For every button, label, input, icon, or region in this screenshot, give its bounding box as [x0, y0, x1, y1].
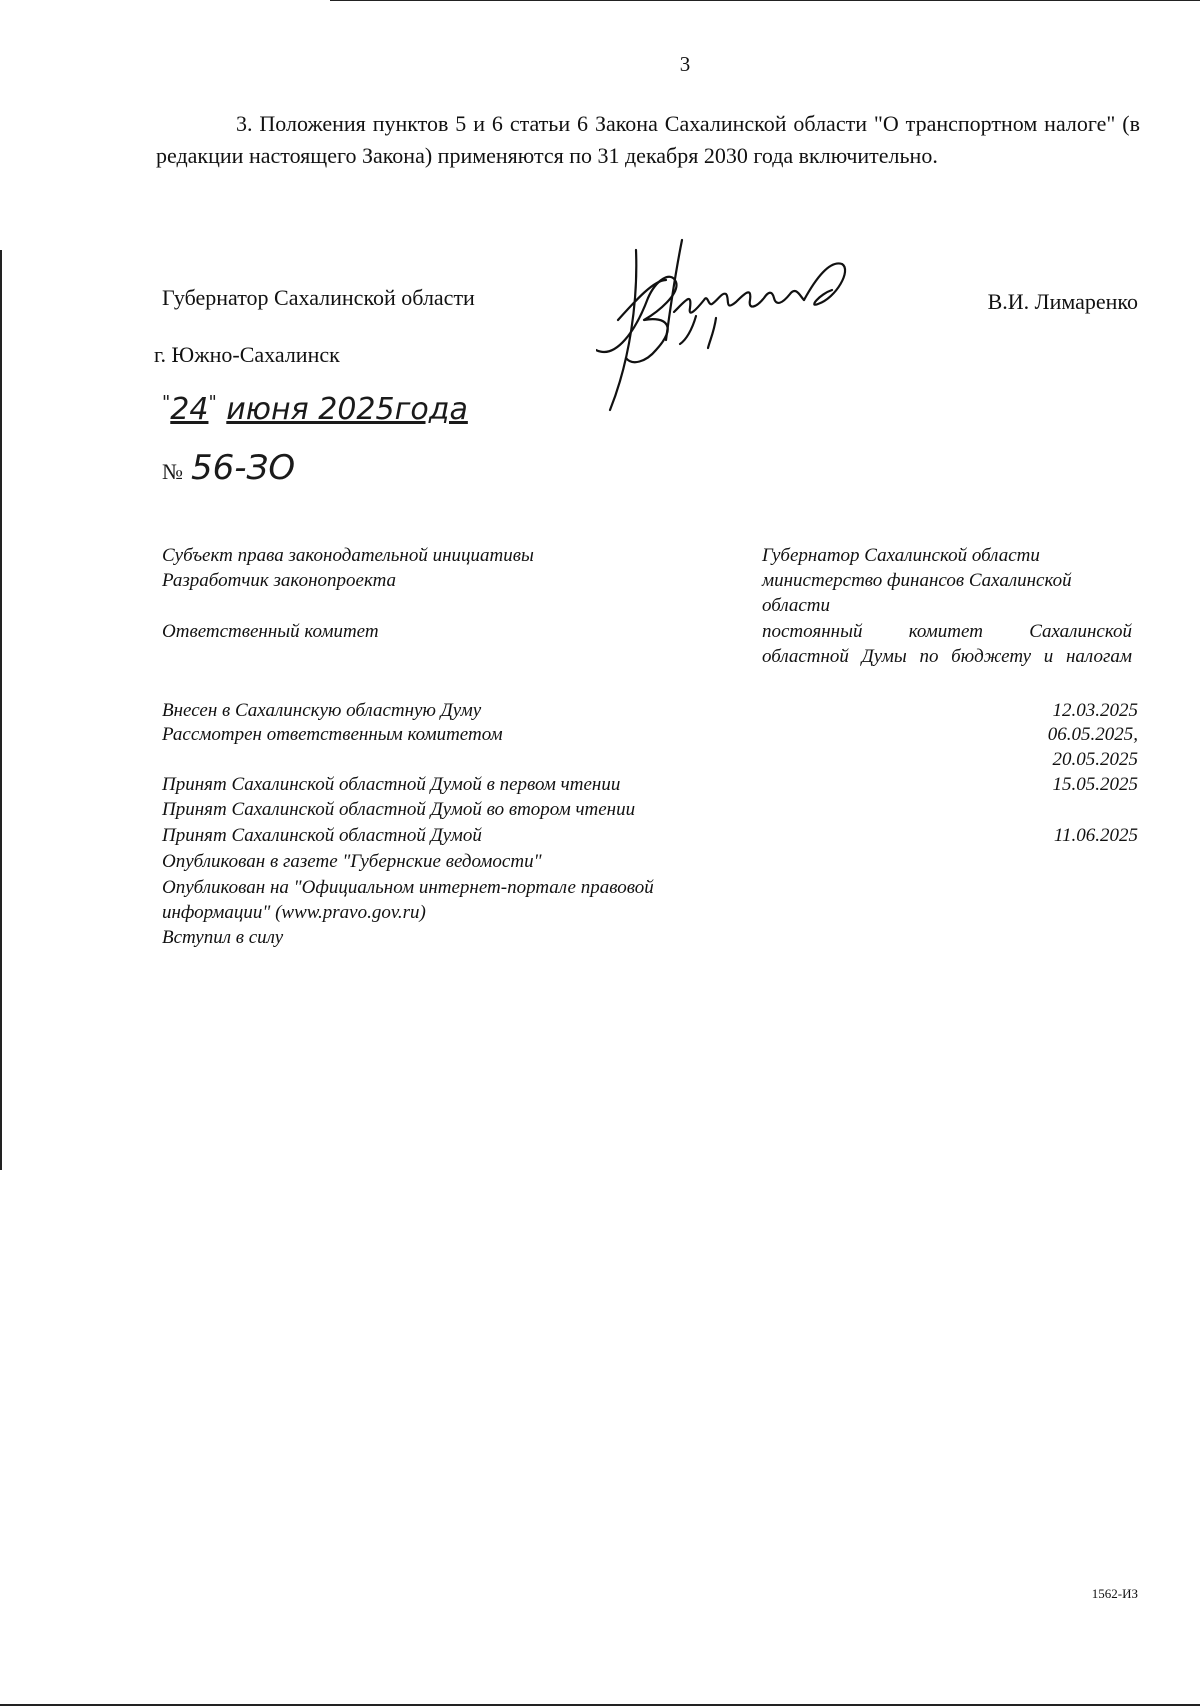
- number-value: 56-ЗО: [191, 448, 296, 488]
- scan-left-border: [0, 250, 2, 1170]
- reviewed-date-2: 20.05.2025: [1052, 749, 1138, 770]
- committee-value: постоянный комитет Сахалинской областной Думы по бюджету и налогам: [762, 621, 1132, 667]
- governor-name: В.И. Лимаренко: [987, 289, 1138, 314]
- scan-top-border: [330, 0, 1200, 1]
- in-force-label: Вступил в силу: [162, 927, 284, 948]
- published-portal-label-2: информации" (www.pravo.gov.ru): [162, 902, 426, 923]
- published-portal-label-1: Опубликован на "Официальном интернет-портале правовой: [162, 877, 654, 898]
- page-number: 3: [679, 52, 691, 76]
- handwritten-signature: [596, 220, 916, 420]
- scan-bottom-border: [0, 1704, 1200, 1706]
- law-paragraph: 3. Положения пунктов 5 и 6 статьи 6 Закона Сахалинской области "О транспортном налоге" (в редакции настоящего Закона) применяются по 31 декабря 2030 года включительно.: [156, 111, 1140, 168]
- law-number: [162, 448, 295, 488]
- adopted-date: 11.06.2025: [1053, 825, 1138, 846]
- date-quote-close: ": [208, 392, 217, 413]
- governor-title: Губернатор Сахалинской области: [162, 285, 475, 310]
- submitted-date: 12.03.2025: [1052, 700, 1138, 721]
- reviewed-label: Рассмотрен ответственным комитетом: [162, 724, 503, 745]
- initiative-value: Губернатор Сахалинской области: [762, 545, 1040, 566]
- date-quote-open: ": [162, 392, 171, 413]
- first-reading-date: 15.05.2025: [1052, 774, 1138, 795]
- developer-value: министерство финансов Сахалинской области: [762, 570, 1072, 616]
- developer-label: Разработчик законопроекта: [162, 570, 397, 591]
- submitted-label: Внесен в Сахалинскую областную Думу: [162, 700, 482, 721]
- footer-code: 1562-ИЗ: [1091, 1586, 1138, 1601]
- reviewed-date-1: 06.05.2025,: [1047, 724, 1138, 745]
- number-symbol: №: [162, 459, 183, 484]
- initiative-label: Субъект права законодательной инициативы: [162, 545, 534, 566]
- first-reading-label: Принят Сахалинской областной Думой в первом чтении: [162, 774, 621, 795]
- second-reading-label: Принят Сахалинской областной Думой во втором чтении: [162, 799, 636, 820]
- handwritten-date: [162, 392, 468, 427]
- city: г. Южно-Сахалинск: [154, 342, 340, 367]
- adopted-label: Принят Сахалинской областной Думой: [162, 825, 482, 846]
- committee-label: Ответственный комитет: [162, 621, 379, 642]
- date-month-year: июня 2025года: [226, 392, 468, 427]
- date-day: 24: [170, 392, 209, 427]
- published-gazette-label: Опубликован в газете "Губернские ведомости": [162, 851, 542, 872]
